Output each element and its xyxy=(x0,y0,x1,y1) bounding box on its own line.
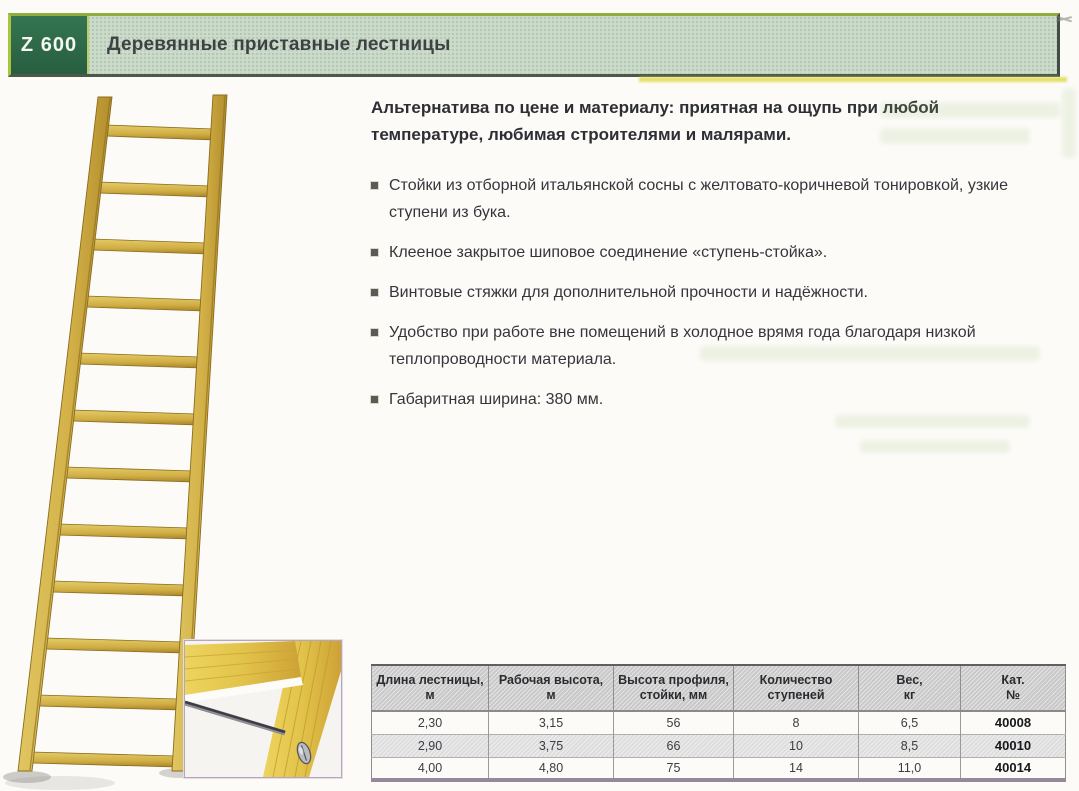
table-header-row xyxy=(372,665,1066,711)
table-cell: 14 xyxy=(734,757,859,780)
table-cell: 75 xyxy=(614,757,734,780)
table-cell: 6,5 xyxy=(859,711,961,734)
table-row xyxy=(372,734,1066,757)
feature-item xyxy=(371,239,1047,266)
catalog-number-cell: 40010 xyxy=(961,734,1066,757)
print-bleed-artifact xyxy=(700,346,1040,361)
feature-item xyxy=(371,386,1047,413)
bullet-square-icon xyxy=(371,182,378,189)
feature-text: Габаритная ширина: 380 мм. xyxy=(389,391,604,408)
page-title: Деревянные приставные лестницы xyxy=(107,34,451,55)
print-bleed-artifact xyxy=(860,440,1010,453)
table-cell: 66 xyxy=(614,734,734,757)
feature-text: Удобство при работе вне помещений в холодное врямя года благодаря низкой теплопроводности материала. xyxy=(389,324,976,368)
bullet-square-icon xyxy=(371,289,378,296)
product-code-badge: Z 600 xyxy=(11,16,89,74)
joint-closeup-photo xyxy=(184,640,342,778)
catalog-number-cell: 40014 xyxy=(961,757,1066,780)
col-header-profile-height: Высота профиля, стойки, мм xyxy=(614,665,734,711)
table-cell: 11,0 xyxy=(859,757,961,780)
feature-text: Стойки из отборной итальянской сосны с желтовато-коричневой тонировкой, узкие ступени из бука. xyxy=(389,177,1008,221)
bullet-square-icon xyxy=(371,249,378,256)
col-header-weight: Вес, кг xyxy=(859,665,961,711)
table-cell: 4,80 xyxy=(489,757,614,780)
table-row xyxy=(372,711,1066,734)
feature-text: Винтовые стяжки для дополнительной прочности и надёжности. xyxy=(389,284,868,301)
bullet-square-icon xyxy=(371,329,378,336)
col-header-rung-count: Количество ступеней xyxy=(734,665,859,711)
scan-mark-artifact xyxy=(1056,14,1072,24)
table-cell: 8,5 xyxy=(859,734,961,757)
catalog-number-cell: 40008 xyxy=(961,711,1066,734)
print-bleed-artifact xyxy=(1062,88,1076,158)
col-header-length: Длина лестницы, м xyxy=(372,665,489,711)
col-header-cat-no: Кат. № xyxy=(961,665,1066,711)
table-cell: 8 xyxy=(734,711,859,734)
table-cell: 56 xyxy=(614,711,734,734)
table-cell: 4,00 xyxy=(372,757,489,780)
bullet-square-icon xyxy=(371,396,378,403)
table-cell: 2,90 xyxy=(372,734,489,757)
table-cell: 2,30 xyxy=(372,711,489,734)
table-cell: 10 xyxy=(734,734,859,757)
feature-list xyxy=(371,172,1061,426)
intro-paragraph: Альтернатива по цене и материалу: приятная на ощупь при любой температуре, любимая строителями и малярами. xyxy=(371,98,940,144)
header-yellow-accent xyxy=(639,77,1068,82)
table-row xyxy=(372,757,1066,780)
feature-item xyxy=(371,279,1047,306)
print-bleed-artifact xyxy=(880,128,1030,144)
col-header-working-height: Рабочая высота, м xyxy=(489,665,614,711)
print-bleed-artifact xyxy=(835,415,1030,428)
table-cell: 3,15 xyxy=(489,711,614,734)
feature-item xyxy=(371,172,1047,226)
spec-table xyxy=(371,664,1066,782)
print-bleed-artifact xyxy=(880,102,1060,118)
table-cell: 3,75 xyxy=(489,734,614,757)
feature-text: Клееное закрытое шиповое соединение «ступень-стойка». xyxy=(389,244,828,261)
